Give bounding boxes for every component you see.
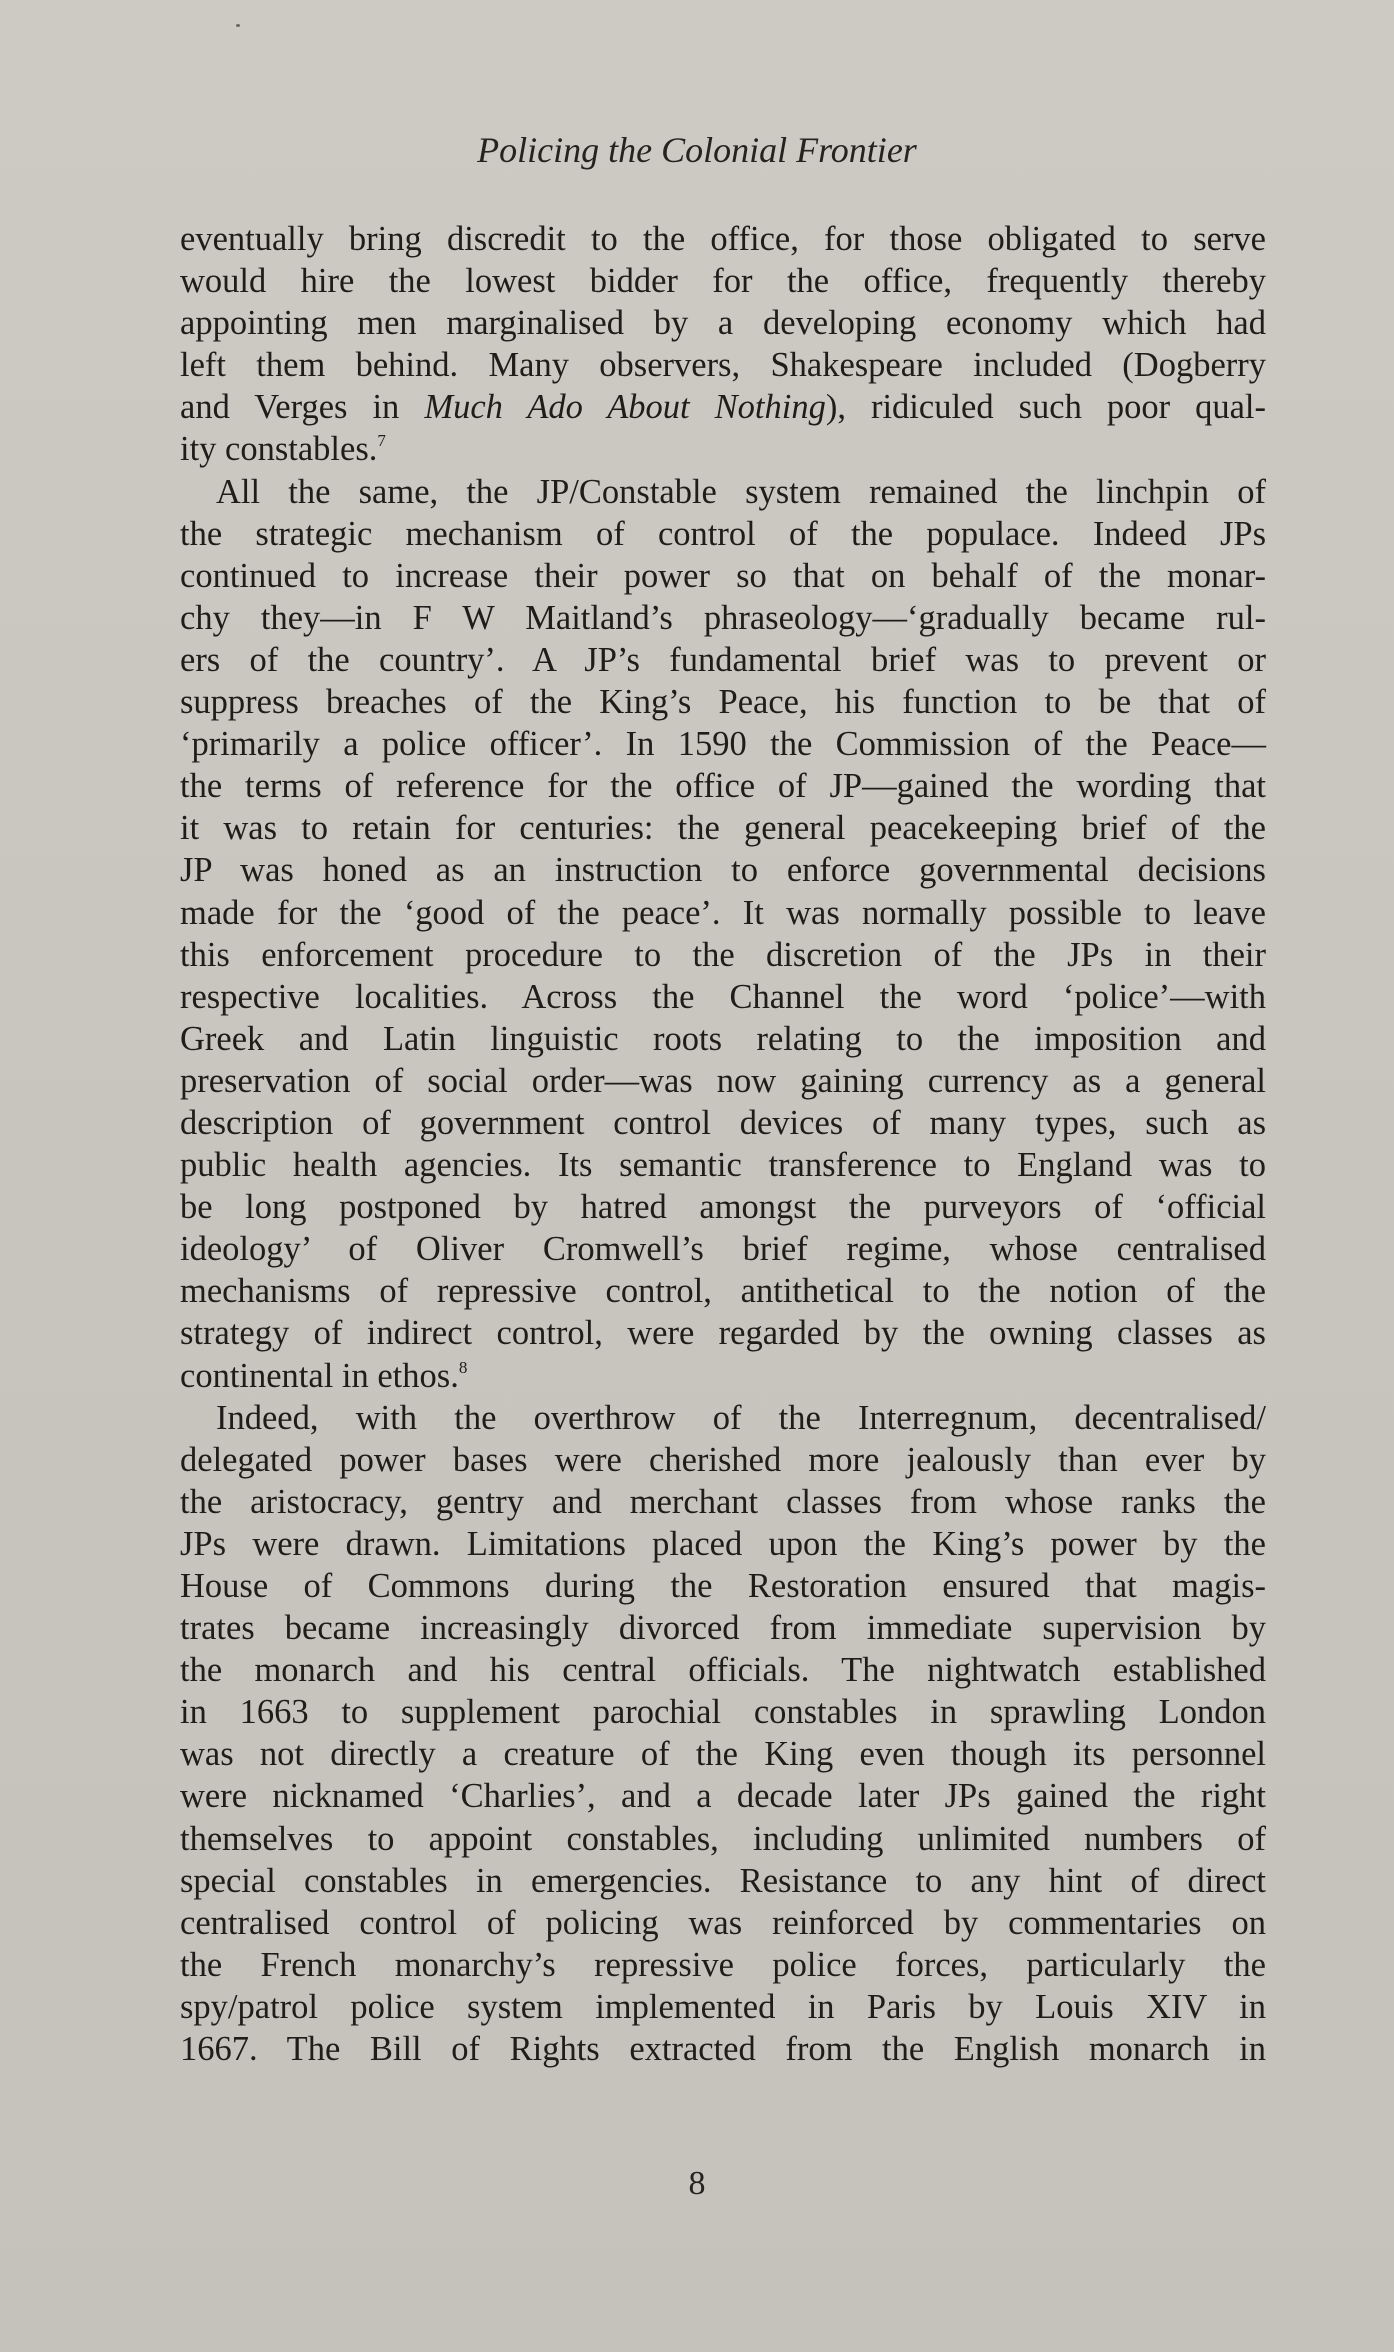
- page-number: 8: [688, 2165, 706, 2202]
- text-line: would hire the lowest bidder for the office, frequently thereby: [180, 262, 1266, 301]
- text-line: in 1663 to supplement parochial constables in sprawling London: [180, 1693, 1266, 1732]
- running-head: Policing the Colonial Frontier: [477, 130, 917, 170]
- text-line: were nicknamed ‘Charlies’, and a decade later JPs gained the right: [180, 1777, 1266, 1816]
- text-line: appointing men marginalised by a developing economy which had: [180, 304, 1266, 343]
- text-line: 1667. The Bill of Rights extracted from the English monarch in: [180, 2030, 1266, 2069]
- text-line: trates became increasingly divorced from immediate supervision by: [180, 1609, 1266, 1648]
- text-line: Greek and Latin linguistic roots relating to the imposition and: [180, 1019, 1266, 1058]
- print-speck: [236, 24, 240, 27]
- text-line: suppress breaches of the King’s Peace, his function to be that of: [180, 683, 1266, 722]
- text-line: [180, 386, 1266, 428]
- text-line: ideology’ of Oliver Cromwell’s brief regime, whose centralised: [180, 1230, 1266, 1269]
- text-line: left them behind. Many observers, Shakespeare included (Dogberry: [180, 346, 1266, 385]
- text-line: ‘primarily a police officer’. In 1590 the Commission of the Peace—: [180, 725, 1266, 764]
- text-line: [180, 428, 1266, 470]
- text-line: JP was honed as an instruction to enforce governmental decisions: [180, 851, 1266, 890]
- text-line: chy they—in F W Maitland’s phraseology—‘gradually became rul-: [180, 598, 1266, 637]
- paragraph-1: [180, 218, 1266, 471]
- paragraph-3: [180, 1397, 1266, 2071]
- text-line: was not directly a creature of the King even though its personnel: [180, 1735, 1266, 1774]
- text-line: strategy of indirect control, were regarded by the owning classes as: [180, 1314, 1266, 1353]
- text-line: this enforcement procedure to the discretion of the JPs in their: [180, 935, 1266, 974]
- footnote-ref: 7: [377, 431, 386, 451]
- text-line: it was to retain for centuries: the general peacekeeping brief of the: [180, 809, 1266, 848]
- text-line: centralised control of policing was reinforced by commentaries on: [180, 1903, 1266, 1942]
- text-line: mechanisms of repressive control, antithetical to the notion of the: [180, 1272, 1266, 1311]
- text-line: ers of the country’. A JP’s fundamental brief was to prevent or: [180, 640, 1266, 679]
- work-title: Much Ado About Nothing: [424, 388, 826, 427]
- text-line: special constables in emergencies. Resistance to any hint of direct: [180, 1861, 1266, 1900]
- text-segment: ity constables.: [180, 430, 378, 469]
- text-line: themselves to appoint constables, including unlimited numbers of: [180, 1819, 1266, 1858]
- text-line: [180, 1355, 1266, 1397]
- text-line: be long postponed by hatred amongst the purveyors of ‘official: [180, 1188, 1266, 1227]
- text-line: House of Commons during the Restoration ensured that magis-: [180, 1567, 1266, 1605]
- paragraph-2: [180, 471, 1266, 1397]
- text-line: Indeed, with the overthrow of the Interregnum, decentralised/: [216, 1398, 1266, 1437]
- text-segment: and Verges in: [180, 388, 425, 427]
- text-line: description of government control devices of many types, such as: [180, 1103, 1266, 1142]
- text-line: respective localities. Across the Channel the word ‘police’—with: [180, 977, 1266, 1016]
- text-line: public health agencies. Its semantic transference to England was to: [180, 1146, 1266, 1185]
- text-line: JPs were drawn. Limitations placed upon the King’s power by the: [180, 1524, 1266, 1563]
- text-line: the aristocracy, gentry and merchant classes from whose ranks the: [180, 1482, 1266, 1521]
- footnote-ref: 8: [458, 1357, 468, 1377]
- text-segment: ), ridiculed such poor qual-: [825, 388, 1266, 427]
- text-line: continued to increase their power so that on behalf of the monar-: [180, 556, 1266, 595]
- text-line: the terms of reference for the office of JP—gained the wording that: [180, 767, 1266, 806]
- text-line: delegated power bases were cherished more jealously than ever by: [180, 1440, 1266, 1479]
- text-line: the French monarchy’s repressive police forces, particularly the: [180, 1945, 1266, 1984]
- text-line: All the same, the JP/Constable system remained the linchpin of: [216, 472, 1266, 511]
- body-text: [180, 218, 1266, 2070]
- text-line: the strategic mechanism of control of the populace. Indeed JPs: [180, 514, 1266, 553]
- text-line: spy/patrol police system implemented in Paris by Louis XIV in: [180, 1987, 1266, 2026]
- text-line: eventually bring discredit to the office, for those obligated to serve: [180, 220, 1266, 258]
- text-line: preservation of social order—was now gaining currency as a general: [180, 1061, 1266, 1100]
- text-line: the monarch and his central officials. The nightwatch established: [180, 1651, 1266, 1690]
- text-line: made for the ‘good of the peace’. It was normally possible to leave: [180, 893, 1266, 932]
- text-segment: continental in ethos.: [180, 1356, 459, 1395]
